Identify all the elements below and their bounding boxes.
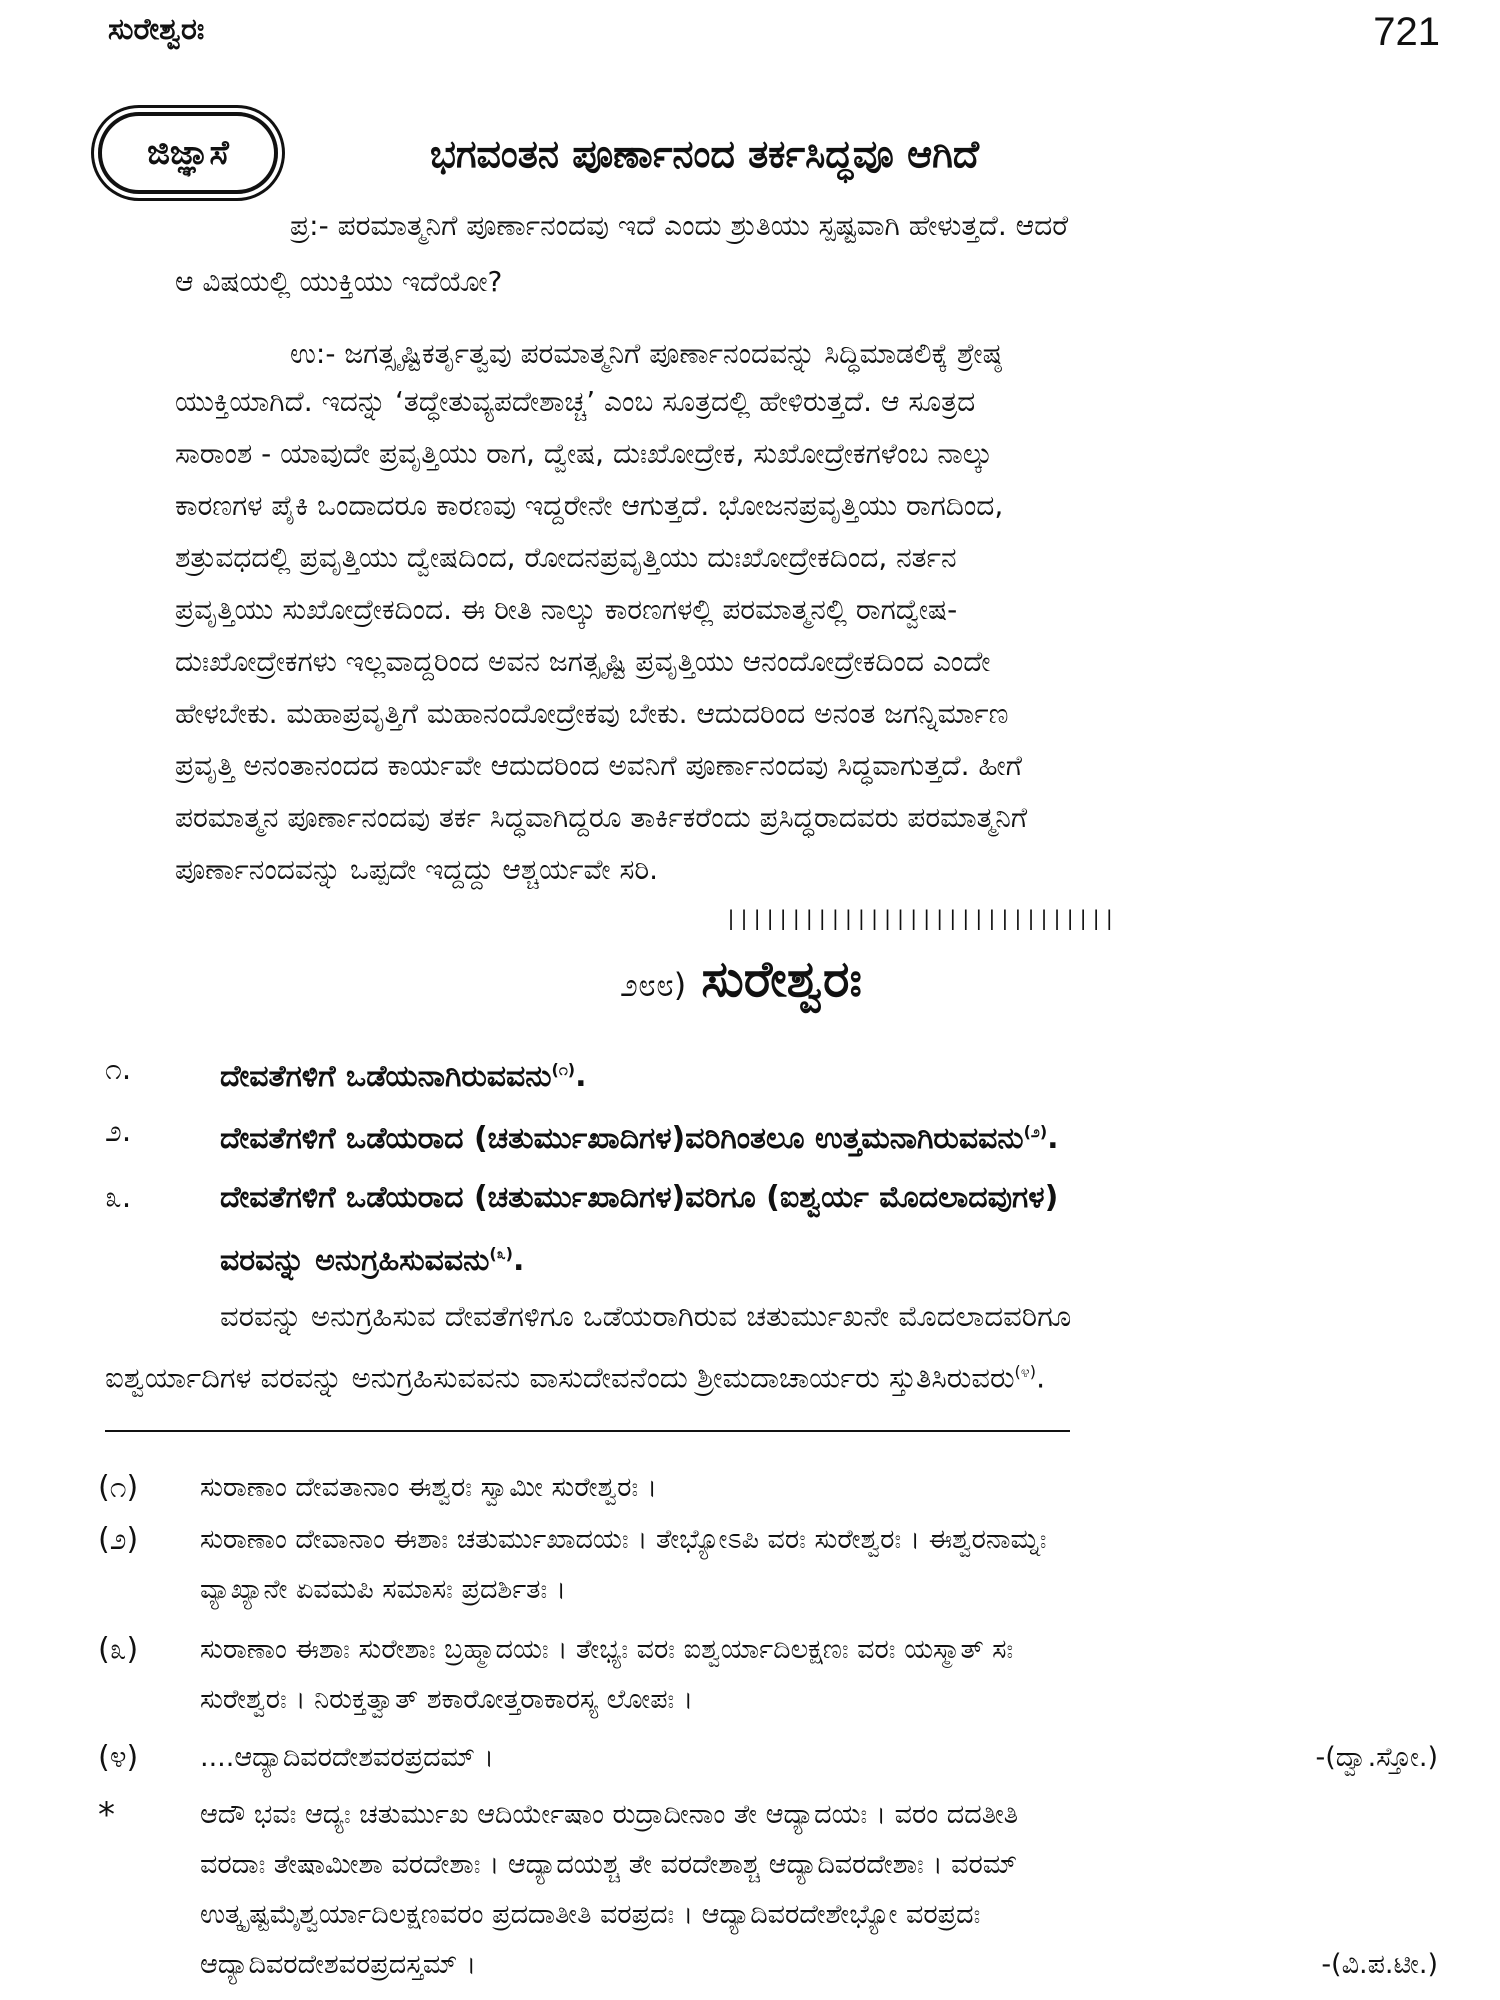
footnote-rule [105, 1430, 1070, 1432]
answer-line-3: ಸಾರಾಂಶ - ಯಾವುದೇ ಪ್ರವೃತ್ತಿಯು ರಾಗ, ದ್ವೇಷ, ದುಃಖೋದ್ರೇಕ, ಸುಖೋದ್ರೇಕಗಳೆಂಬ ನಾಲ್ಕು [175, 437, 993, 470]
footnote-4-line-1: ....ಆದ್ಯಾದಿವರದೇಶವರಪ್ರದಮ್ । [200, 1742, 494, 1773]
footnote-4-source: -(ದ್ವಾ.ಸ್ತೋ.) [1315, 1742, 1438, 1773]
summary-ref: (೪) [1014, 1362, 1036, 1381]
answer-line-5: ಶತ್ರುವಧದಲ್ಲಿ ಪ್ರವೃತ್ತಿಯು ದ್ವೇಷದಿಂದ, ರೋದನಪ್ರವೃತ್ತಿಯು ದುಃಖೋದ್ರೇಕದಿಂದ, ನರ್ತನ [175, 541, 957, 574]
section-title [620, 950, 862, 1009]
meaning-number-1: ೧. [105, 1052, 132, 1087]
meaning-text-1 [220, 1050, 1440, 1097]
meaning-3-line-2: ವರವನ್ನು ಅನುಗ್ರಹಿಸುವವನು [220, 1243, 490, 1278]
summary-line-1: ವರವನ್ನು ಅನುಗ್ರಹಿಸುವ ದೇವತೆಗಳಿಗೂ ಒಡೆಯರಾಗಿರುವ ಚತುರ್ಮುಖನೇ ಮೊದಲಾದವರಿಗೂ [220, 1299, 1072, 1333]
footnote-star-line-2: ವರದಾಃ ತೇಷಾಮೀಶಾ ವರದೇಶಾಃ । ಆದ್ಯಾದಯಶ್ಚ ತೇ ವರದೇಶಾಶ್ಚ ಆದ್ಯಾದಿವರದೇಶಾಃ । ವರಮ್ [200, 1849, 1018, 1880]
answer-line-11: ಪೂರ್ಣಾನಂದವನ್ನು ಒಪ್ಪದೇ ಇದ್ದದ್ದು ಆಶ್ಚರ್ಯವೇ ಸರಿ. [175, 853, 659, 886]
running-title: ಸುರೇಶ್ವರಃ [108, 12, 205, 47]
footnote-star-line-3: ಉತ್ಕೃಷ್ಟಮೈಶ್ವರ್ಯಾದಿಲಕ್ಷಣವರಂ ಪ್ರದದಾತೀತಿ ವರಪ್ರದಃ । ಆದ್ಯಾದಿವರದೇಶೇಭ್ಯೋ ವರಪ್ರದಃ [200, 1899, 981, 1930]
badge-label: ಜಿಜ್ಞಾಸೆ [147, 133, 229, 173]
meaning-2-line-1: ದೇವತೆಗಳಿಗೆ ಒಡೆಯರಾದ (ಚತುರ್ಮುಖಾದಿಗಳ)ವರಿಗಿಂತಲೂ ಉತ್ತಮನಾಗಿರುವವನು [220, 1121, 1024, 1156]
meaning-text-3-line-2 [220, 1234, 1440, 1281]
summary-line-2 [105, 1352, 1440, 1398]
answer-line-9: ಪ್ರವೃತ್ತಿ ಅನಂತಾನಂದದ ಕಾರ್ಯವೇ ಆದುದರಿಂದ ಅವನಿಗೆ ಪೂರ್ಣಾನಂದವು ಸಿದ್ಧವಾಗುತ್ತದೆ. ಹೀಗೆ [175, 749, 1023, 782]
meaning-3-ref: (೩) [489, 1244, 513, 1263]
footnote-3-line-2: ಸುರೇಶ್ವರಃ । ನಿರುಕ್ತತ್ವಾತ್ ಶಕಾರೋತ್ತರಾಕಾರಸ್ಯ ಲೋಪಃ । [200, 1684, 694, 1715]
footnote-1-line-1: ಸುರಾಣಾಂ ದೇವತಾನಾಂ ಈಶ್ವರಃ ಸ್ವಾಮೀ ಸುರೇಶ್ವರಃ । [200, 1472, 658, 1503]
meaning-2-end: . [1047, 1121, 1059, 1156]
section-heading: ಭಗವಂತನ ಪೂರ್ಣಾನಂದ ತರ್ಕಸಿದ್ಧವೂ ಆಗಿದೆ [430, 132, 980, 176]
answer-line-10: ಪರಮಾತ್ಮನ ಪೂರ್ಣಾನಂದವು ತರ್ಕ ಸಿದ್ಧವಾಗಿದ್ದರೂ ತಾರ್ಕಿಕರೆಂದು ಪ್ರಸಿದ್ಧರಾದವರು ಪರಮಾತ್ಮನಿಗೆ [175, 801, 1028, 834]
meaning-1-ref: (೧) [551, 1060, 576, 1079]
answer-line-1: ಉ:- ಜಗತ್ಸೃಷ್ಟಿಕರ್ತೃತ್ವವು ಪರಮಾತ್ಮನಿಗೆ ಪೂರ್ಣಾನಂದವನ್ನು ಸಿದ್ಧಿಮಾಡಲಿಕ್ಕೆ ಶ್ರೇಷ್ಠ [290, 337, 1002, 370]
section-number: ೨೮೮) [620, 966, 687, 1004]
answer-line-6: ಪ್ರವೃತ್ತಿಯು ಸುಖೋದ್ರೇಕದಿಂದ. ಈ ರೀತಿ ನಾಲ್ಕು ಕಾರಣಗಳಲ್ಲಿ ಪರಮಾತ್ಮನಲ್ಲಿ ರಾಗದ್ವೇಷ- [175, 593, 958, 626]
section-divider: |||||||||||||||||||||||||||||| [725, 906, 1117, 930]
meaning-text-2 [220, 1112, 1440, 1159]
footnote-2-line-2: ವ್ಯಾಖ್ಯಾನೇ ಏವಮಪಿ ಸಮಾಸಃ ಪ್ರದರ್ಶಿತಃ । [200, 1574, 567, 1605]
footnote-2-line-1: ಸುರಾಣಾಂ ದೇವಾನಾಂ ಈಶಾಃ ಚತುರ್ಮುಖಾದಯಃ । ತೇಭ್ಯೋಽಪಿ ವರಃ ಸುರೇಶ್ವರಃ । ಈಶ್ವರನಾಮ್ನಃ [200, 1524, 1047, 1555]
footnote-star-line-1: ಆದೌ ಭವಃ ಆದ್ಯಃ ಚತುರ್ಮುಖ ಆದಿರ್ಯೇಷಾಂ ರುದ್ರಾದೀನಾಂ ತೇ ಆದ್ಯಾದಯಃ । ವರಂ ದದತೀತಿ [200, 1799, 1019, 1830]
footnote-star-source: -(ವಿ.ಪ.ಟೀ.) [1321, 1949, 1438, 1980]
meaning-text-3-line-1: ದೇವತೆಗಳಿಗೆ ಒಡೆಯರಾದ (ಚತುರ್ಮುಖಾದಿಗಳ)ವರಿಗೂ (ಐಶ್ವರ್ಯ ಮೊದಲಾದವುಗಳ) [220, 1180, 1059, 1215]
footnote-star-line-4: ಆದ್ಯಾದಿವರದೇಶವರಪ್ರದಸ್ತಮ್ । [200, 1949, 477, 1980]
footnote-marker-4: (೪) [98, 1740, 139, 1775]
answer-line-4: ಕಾರಣಗಳ ಪೈಕಿ ಒಂದಾದರೂ ಕಾರಣವು ಇದ್ದರೇನೇ ಆಗುತ್ತದೆ. ಭೋಜನಪ್ರವೃತ್ತಿಯು ರಾಗದಿಂದ, [175, 489, 1004, 522]
question-line-1: ಪ್ರ:- ಪರಮಾತ್ಮನಿಗೆ ಪೂರ್ಣಾನಂದವು ಇದೆ ಎಂದು ಶ್ರುತಿಯು ಸ್ಪಷ್ಟವಾಗಿ ಹೇಳುತ್ತದೆ. ಆದರೆ [290, 209, 1069, 242]
jijnase-badge [98, 112, 278, 194]
footnote-3-line-1: ಸುರಾಣಾಂ ಈಶಾಃ ಸುರೇಶಾಃ ಬ್ರಹ್ಮಾದಯಃ । ತೇಭ್ಯಃ ವರಃ ಐಶ್ವರ್ಯಾದಿಲಕ್ಷಣಃ ವರಃ ಯಸ್ಮಾತ್ ಸಃ [200, 1634, 1014, 1665]
meaning-number-3: ೩. [105, 1180, 132, 1215]
meaning-1-line-1: ದೇವತೆಗಳಿಗೆ ಒಡೆಯನಾಗಿರುವವನು [220, 1059, 552, 1094]
footnote-marker-2: (೨) [98, 1522, 139, 1557]
section-name: ಸುರೇಶ್ವರಃ [701, 950, 862, 1008]
footnote-marker-star: * [98, 1795, 115, 1835]
answer-line-2: ಯುಕ್ತಿಯಾಗಿದೆ. ಇದನ್ನು ‘ತದ್ಧೇತುವ್ಯಪದೇಶಾಚ್ಚ’ ಎಂಬ ಸೂತ್ರದಲ್ಲಿ ಹೇಳಿರುತ್ತದೆ. ಆ ಸೂತ್ರದ [175, 385, 976, 418]
answer-line-7: ದುಃಖೋದ್ರೇಕಗಳು ಇಲ್ಲವಾದ್ದರಿಂದ ಅವನ ಜಗತ್ಸೃಷ್ಟಿ ಪ್ರವೃತ್ತಿಯು ಆನಂದೋದ್ರೇಕದಿಂದ ಎಂದೇ [175, 645, 991, 678]
meaning-number-2: ೨. [105, 1114, 132, 1149]
meaning-2-ref: (೨) [1023, 1122, 1048, 1141]
question-line-2: ಆ ವಿಷಯಲ್ಲಿ ಯುಕ್ತಿಯು ಇದೆಯೋ? [175, 265, 503, 298]
summary-end: . [1036, 1360, 1046, 1395]
summary-line-2-text: ಐಶ್ವರ್ಯಾದಿಗಳ ವರವನ್ನು ಅನುಗ್ರಹಿಸುವವನು ವಾಸುದೇವನೆಂದು ಶ್ರೀಮದಾಚಾರ್ಯರು ಸ್ತುತಿಸಿರುವರು [105, 1360, 1015, 1395]
meaning-3-end: . [513, 1243, 525, 1278]
footnote-marker-1: (೧) [98, 1470, 139, 1505]
answer-line-8: ಹೇಳಬೇಕು. ಮಹಾಪ್ರವೃತ್ತಿಗೆ ಮಹಾನಂದೋದ್ರೇಕವು ಬೇಕು. ಆದುದರಿಂದ ಅನಂತ ಜಗನ್ನಿರ್ಮಾಣ [175, 697, 1009, 730]
page-number: 721 [1373, 10, 1440, 54]
footnote-marker-3: (೩) [98, 1632, 139, 1667]
meaning-1-end: . [575, 1059, 587, 1094]
